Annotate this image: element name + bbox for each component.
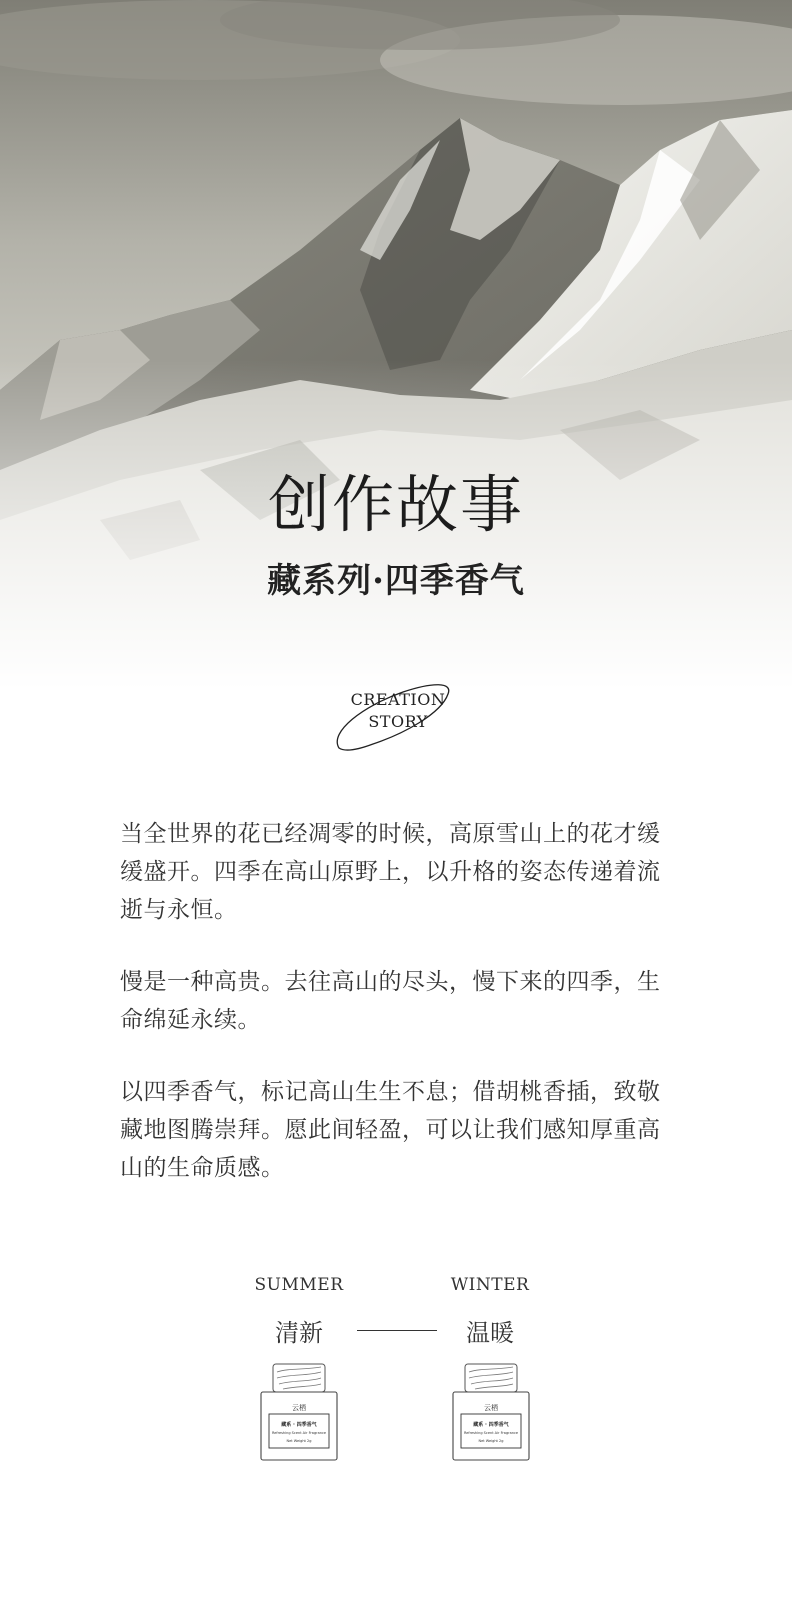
jar-label-en: Refreshing Scent Air Fragrance (463, 1431, 519, 1435)
story-paragraph: 以四季香气，标记高山生生不息；借胡桃香插，致敬藏地图腾崇拜。愿此间轻盈，可以让我们感知厚重高山的生命质感。 (120, 1079, 661, 1181)
season-summer (239, 1275, 359, 1348)
jar-label-line: 藏系 · 四季香气 (281, 1422, 317, 1428)
badge-line-2: STORY (368, 712, 428, 731)
product-jar-winter (451, 1362, 531, 1466)
story-paragraph: 当全世界的花已经凋零的时候，高原雪山上的花才缓缓盛开。四季在高山原野上，以升格的姿态传递着流逝与永恒。 (120, 821, 661, 923)
story-text (120, 815, 680, 1221)
page-subtitle: 藏系列·四季香气 (267, 561, 525, 601)
story-paragraph: 慢是一种高贵。去往高山的尽头，慢下来的四季，生命绵延永续。 (120, 969, 661, 1033)
jar-label-en: Refreshing Scent Air Fragrance (271, 1431, 327, 1435)
jar-label-small: Net Weight 2g (286, 1439, 312, 1443)
season-winter (430, 1275, 550, 1348)
badge-line-1: CREATION (350, 690, 446, 709)
jar-label-line: 藏系 · 四季香气 (473, 1422, 509, 1428)
season-summer-en: SUMMER (254, 1275, 344, 1295)
product-jar-summer (259, 1362, 339, 1466)
jar-brand-label: 云栖 (484, 1404, 498, 1412)
season-connector-line (357, 1330, 437, 1331)
season-winter-cn: 温暖 (466, 1319, 514, 1347)
jar-brand-label: 云栖 (292, 1404, 306, 1412)
season-winter-en: WINTER (450, 1275, 530, 1295)
jar-icon (259, 1362, 339, 1462)
season-summer-cn: 清新 (275, 1319, 323, 1347)
page-title: 创作故事 (267, 468, 524, 541)
creation-story-badge (333, 670, 463, 754)
jar-icon (451, 1362, 531, 1462)
jar-label-small: Net Weight 2g (478, 1439, 504, 1443)
